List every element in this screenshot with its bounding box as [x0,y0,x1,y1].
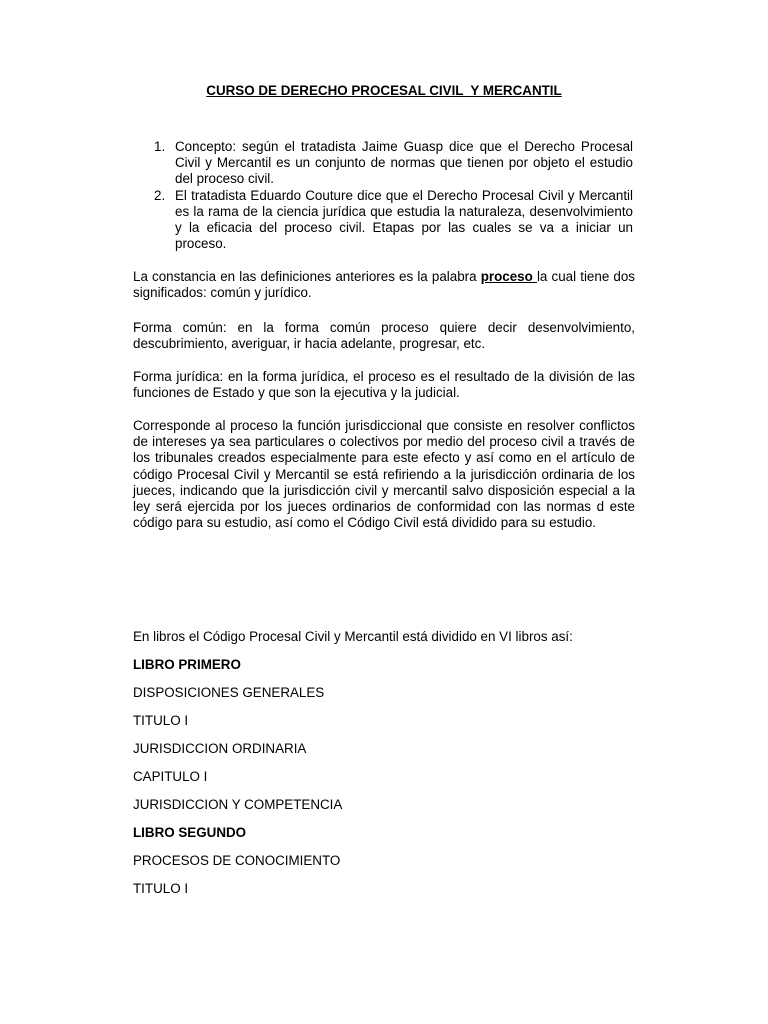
emphasis-proceso: proceso [480,269,537,284]
outline-line: PROCESOS DE CONOCIMIENTO [133,853,341,868]
list-item-number: 1. [154,139,166,154]
paragraph-forma-comun: Forma común: en la forma común proceso quiere decir desenvolvimiento, descubrimiento, averiguar, ir hacia adelante, progresar, etc. [133,320,635,352]
outline-line: LIBRO SEGUNDO [133,825,247,840]
list-item-text: Concepto: según el tratadista Jaime Guasp dice que el Derecho Procesal Civil y Mercantil es un conjunto de normas que tienen por objeto el estudio del proceso civil. [175,139,633,187]
definitions-list [154,139,633,252]
paragraph-corresponde: Corresponde al proceso la función jurisdiccional que consiste en resolver conflictos de intereses ya sea particulares o colectivos por medio del proceso civil a través de los tribunales creados especialmente para este efecto y así como en el artículo de código Procesal Civil y Mercantil se está refiriendo a la jurisdicción ordinaria de los jueces, indicando que la jurisdicción civil y mercantil salvo disposición especial a la ley será ejercida por los jueces ordinarios de conformidad con las normas d este código para su estudio, así como el Código Civil está dividido para su estudio. [133,418,635,531]
paragraph-constancia-before: La constancia en las definiciones anteriores es la palabra [133,269,481,284]
intro-libros: En libros el Código Procesal Civil y Mercantil está dividido en VI libros así: [133,629,573,644]
paragraph-constancia-after: la cual tiene dos significados: común y jurídico. [133,269,635,301]
outline-line: LIBRO PRIMERO [133,657,241,672]
outline-line: TITULO I [133,881,189,896]
paragraph-constancia [133,269,635,301]
list-item-text: El tratadista Eduardo Couture dice que el Derecho Procesal Civil y Mercantil es la rama de la ciencia jurídica que estudia la naturaleza, desenvolvimiento y la eficacia del proceso civil. Etapas por las cuales se va a iniciar un proceso. [175,187,633,252]
outline-line: TITULO I [133,713,189,728]
outline-line: JURISDICCION Y COMPETENCIA [133,797,343,812]
list-item [154,139,633,188]
outline-line: CAPITULO I [133,769,208,784]
outline-line: JURISDICCION ORDINARIA [133,741,307,756]
document-title: CURSO DE DERECHO PROCESAL CIVIL Y MERCANTIL [206,83,562,98]
paragraph-forma-juridica: Forma jurídica: en la forma jurídica, el proceso es el resultado de la división de las funciones de Estado y que son la ejecutiva y la judicial. [133,369,635,401]
list-item [154,187,633,253]
outline-line: DISPOSICIONES GENERALES [133,685,325,700]
list-item-number: 2. [154,187,166,203]
